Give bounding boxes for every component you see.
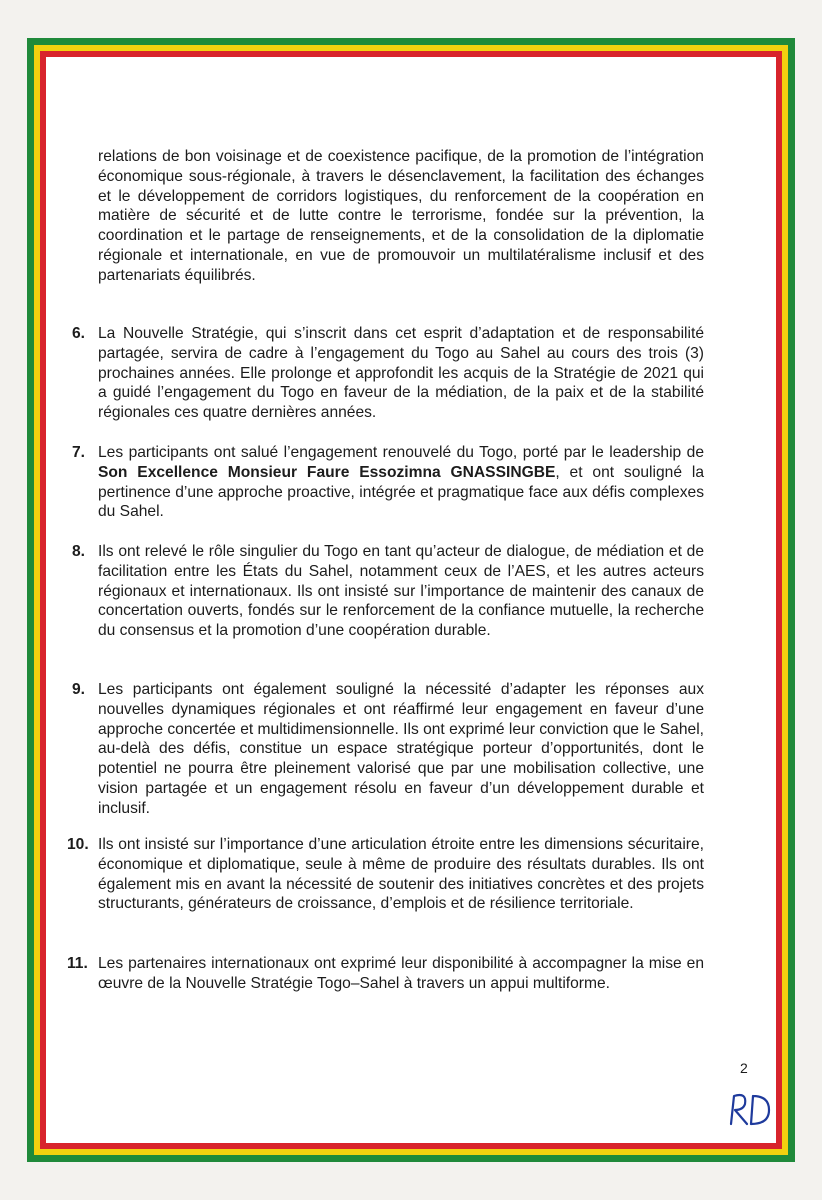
item-text-9: Les participants ont également souligné la nécessité d’adapter les réponses aux nouvelles dynamiques régionales et ont réaffirmé leur engagement en faveur d’une approche concertée et multidimensionnelle. Ils ont exprimé leur conviction que le Sahel, au-delà des défis, constitue un espace stratégique porteur d’opportunités, dont le potentiel ne pourra être pleinement valorisé que par une mobilisation collective, une vision partagée et un engagement résolu en faveur d’un développement durable et inclusif. — [98, 681, 704, 817]
item-text-6: La Nouvelle Stratégie, qui s’inscrit dans cet esprit d’adaptation et de responsabilité partagée, servira de cadre à l’engagement du Togo au Sahel au cours des trois (3) prochaines années. Elle prolonge et approfondit les acquis de la Stratégie de 2021 qui a guidé l’engagement du Togo en faveur de la médiation, de la paix et de la stabilité régionales ces quatre dernières années. — [98, 325, 704, 422]
item-number-8: 8. — [72, 543, 86, 560]
item-7-text-before: Les participants ont salué l’engagement renouvelé du Togo, porté par le leadership de — [98, 444, 704, 461]
page-number: 2 — [740, 1060, 748, 1076]
intro-paragraph: relations de bon voisinage et de coexistence pacifique, de la promotion de l’intégration économique sous-régionale, à travers le désenclavement, la facilitation des échanges et le développement de corridors logistiques, du renforcement de la coopération en matière de sécurité et de lutte contre le terrorisme, fondée sur la prévention, la coordination et le partage de renseignements, et de la consolidation de la diplomatie régionale et internationale, en vue de promouvoir un multilatéralisme inclusif et des partenariats équilibrés. — [98, 148, 704, 284]
item-number-6: 6. — [72, 325, 86, 342]
item-number-11: 11. — [67, 955, 88, 972]
item-text-10: Ils ont insisté sur l’importance d’une articulation étroite entre les dimensions sécuritaire, économique et diplomatique, seule à même de produire des résultats durables. Ils ont également mis en avant la nécessité de soutenir des initiatives concrètes et des projets structurants, générateurs de croissance, d’emplois et de résilience territoriale. — [98, 836, 704, 913]
initials-signature — [725, 1090, 775, 1130]
item-7-president-name: Son Excellence Monsieur Faure Essozimna GNASSINGBE — [98, 463, 556, 481]
item-number-9: 9. — [72, 681, 86, 698]
item-text-11: Les partenaires internationaux ont exprimé leur disponibilité à accompagner la mise en œuvre de la Nouvelle Stratégie Togo–Sahel à travers un appui multiforme. — [98, 955, 704, 992]
item-number-10: 10. — [67, 836, 89, 853]
item-text-8: Ils ont relevé le rôle singulier du Togo en tant qu’acteur de dialogue, de médiation et de facilitation entre les États du Sahel, notamment ceux de l’AES, et les autres acteurs régionaux et internationaux. Ils ont insisté sur l’importance de maintenir des canaux de concertation ouverts, fondés sur le renforcement de la confiance mutuelle, la recherche du consensus et la promotion d’une coopération durable. — [98, 543, 704, 640]
item-text-7 — [98, 443, 704, 522]
item-7-text-after: , et ont souligné la pertinence d’une approche proactive, intégrée et pragmatique face aux défis complexes du Sahel. — [98, 463, 704, 521]
item-number-7: 7. — [72, 444, 86, 461]
